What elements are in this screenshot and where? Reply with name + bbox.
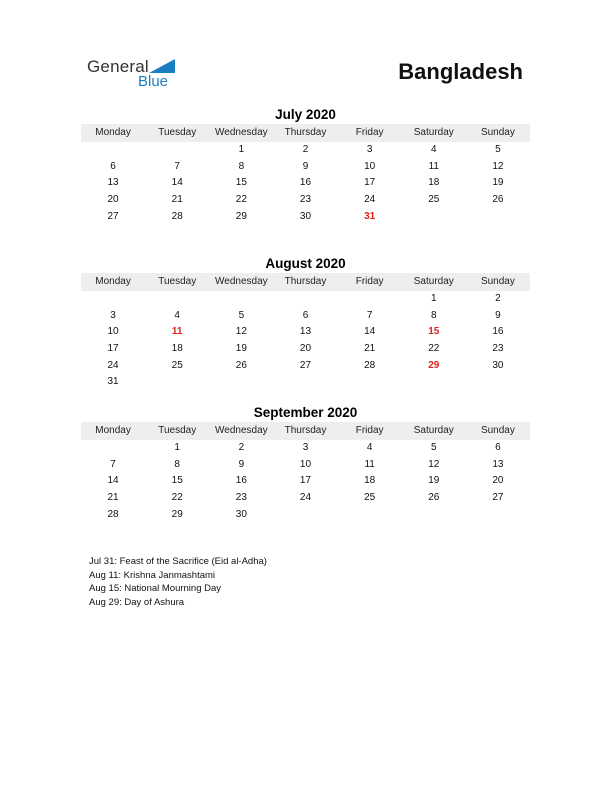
day-cell: 6 — [495, 442, 501, 453]
day-cell: 18 — [364, 475, 376, 487]
day-cell: 30 — [299, 210, 312, 222]
month-july — [81, 106, 530, 225]
empty-day-cell — [209, 291, 273, 308]
day-cell: 10 — [107, 326, 119, 338]
week-row — [81, 507, 530, 524]
day-cell: 18 — [171, 343, 183, 355]
empty-day-cell — [466, 507, 530, 524]
day-cell: 15 — [171, 475, 183, 487]
day-cell: 27 — [107, 210, 119, 222]
day-cell: 11 — [364, 458, 375, 470]
empty-day-cell — [273, 507, 337, 524]
day-cell: 6 — [302, 309, 309, 321]
empty-day-cell — [402, 209, 466, 226]
day-cell: 29 — [235, 210, 247, 222]
day-cell: 17 — [299, 475, 312, 487]
day-cell: 3 — [110, 309, 116, 321]
weekday-header — [81, 124, 530, 142]
country-title: Bangladesh — [398, 59, 523, 84]
empty-day-cell — [145, 142, 209, 159]
day-cell: 2 — [302, 144, 309, 155]
day-cell: 16 — [299, 177, 312, 189]
weekday-header — [81, 422, 530, 440]
day-cell: 11 — [428, 160, 439, 172]
weekday-label: Saturday — [413, 127, 454, 138]
month-grid — [81, 291, 530, 391]
day-cell: 18 — [428, 177, 440, 189]
day-cell: 5 — [430, 442, 437, 453]
weekday-label: Thursday — [284, 425, 327, 436]
day-cell: 28 — [107, 508, 119, 520]
day-cell: 15 — [235, 177, 247, 189]
day-cell: 29 — [171, 508, 183, 520]
empty-day-cell — [81, 440, 145, 457]
day-cell: 28 — [171, 210, 183, 222]
day-cell: 22 — [171, 492, 183, 504]
day-cell: 10 — [364, 160, 376, 172]
day-cell: 19 — [235, 343, 247, 355]
empty-day-cell — [338, 291, 402, 308]
empty-day-cell — [81, 142, 145, 159]
day-cell: 26 — [235, 359, 247, 371]
month-title: September 2020 — [253, 405, 358, 420]
holiday-day-cell: 15 — [428, 326, 440, 338]
day-cell: 6 — [110, 160, 116, 172]
day-cell: 20 — [492, 475, 504, 487]
holiday-note: Aug 15: National Mourning Day — [89, 583, 222, 594]
day-cell: 27 — [299, 359, 312, 371]
week-row — [81, 291, 530, 308]
day-cell: 8 — [430, 309, 437, 321]
week-row — [81, 440, 530, 457]
holiday-day-cell: 31 — [364, 210, 376, 222]
month-grid — [81, 440, 530, 523]
weekday-label: Wednesday — [215, 276, 268, 287]
day-cell: 21 — [364, 343, 376, 355]
day-cell: 12 — [428, 458, 440, 470]
week-row — [81, 308, 530, 325]
day-cell: 14 — [107, 475, 119, 487]
day-cell: 19 — [428, 475, 440, 487]
day-cell: 26 — [492, 194, 504, 206]
week-row — [81, 142, 530, 159]
day-cell: 21 — [171, 194, 183, 206]
day-cell: 26 — [428, 492, 440, 504]
empty-day-cell — [338, 507, 402, 524]
week-row — [81, 490, 530, 507]
weekday-label: Friday — [355, 425, 384, 436]
day-cell: 23 — [235, 492, 247, 504]
day-cell: 1 — [174, 442, 180, 453]
day-cell: 1 — [430, 293, 437, 304]
holiday-note: Aug 11: Krishna Janmashtami — [89, 569, 216, 581]
week-row — [81, 159, 530, 176]
month-title: August 2020 — [265, 256, 346, 271]
day-cell: 31 — [107, 376, 119, 388]
week-row — [81, 175, 530, 192]
weekday-label: Sunday — [480, 127, 515, 138]
day-cell: 22 — [235, 194, 247, 206]
weekday-label: Monday — [95, 276, 131, 287]
week-row — [81, 358, 530, 375]
empty-day-cell — [273, 374, 337, 391]
day-cell: 4 — [366, 442, 373, 453]
weekday-label: Saturday — [413, 425, 454, 436]
week-row — [81, 324, 530, 341]
day-cell: 7 — [110, 458, 116, 470]
holiday-day-cell: 11 — [171, 326, 183, 338]
day-cell: 8 — [238, 160, 245, 172]
day-cell: 23 — [492, 343, 504, 355]
day-cell: 4 — [430, 144, 437, 155]
week-row — [81, 374, 530, 391]
day-cell: 13 — [299, 326, 312, 338]
month-grid — [81, 142, 530, 225]
day-cell: 10 — [299, 458, 312, 470]
day-cell: 8 — [174, 458, 180, 470]
day-cell: 7 — [174, 160, 180, 172]
weekday-label: Friday — [355, 276, 384, 287]
day-cell: 17 — [364, 177, 376, 189]
logo-general-text: General — [87, 57, 149, 76]
weekday-label: Tuesday — [158, 425, 197, 436]
day-cell: 30 — [492, 359, 504, 371]
empty-day-cell — [466, 374, 530, 391]
day-cell: 16 — [492, 326, 504, 338]
day-cell: 23 — [299, 194, 312, 206]
weekday-label: Tuesday — [158, 127, 197, 138]
day-cell: 2 — [238, 442, 245, 453]
weekday-label: Thursday — [284, 127, 327, 138]
logo-blue-text: Blue — [138, 73, 169, 90]
empty-day-cell — [273, 291, 337, 308]
day-cell: 7 — [366, 309, 373, 321]
day-cell: 9 — [495, 309, 501, 321]
day-cell: 17 — [107, 343, 119, 355]
day-cell: 12 — [235, 326, 247, 338]
day-cell: 22 — [428, 343, 440, 355]
day-cell: 30 — [235, 508, 247, 520]
week-row — [81, 341, 530, 358]
day-cell: 4 — [174, 309, 180, 321]
day-cell: 19 — [492, 177, 504, 189]
day-cell: 20 — [299, 343, 312, 355]
day-cell: 25 — [364, 492, 376, 504]
week-row — [81, 473, 530, 490]
weekday-label: Thursday — [284, 276, 327, 287]
day-cell: 9 — [302, 160, 309, 172]
week-row — [81, 192, 530, 209]
holiday-day-cell: 29 — [428, 359, 440, 371]
day-cell: 1 — [238, 144, 245, 155]
day-cell: 13 — [492, 458, 504, 470]
day-cell: 12 — [492, 160, 504, 172]
empty-day-cell — [209, 374, 273, 391]
day-cell: 24 — [299, 492, 312, 504]
day-cell: 3 — [302, 442, 309, 453]
day-cell: 25 — [428, 194, 440, 206]
weekday-label: Wednesday — [215, 425, 268, 436]
day-cell: 9 — [238, 458, 245, 470]
weekday-label: Friday — [355, 127, 384, 138]
day-cell: 14 — [171, 177, 183, 189]
day-cell: 25 — [171, 359, 183, 371]
month-title: July 2020 — [275, 107, 336, 122]
weekday-label: Monday — [95, 425, 131, 436]
generalblue-logo — [87, 57, 187, 91]
logo-triangle-icon — [149, 59, 175, 73]
day-cell: 5 — [495, 144, 501, 155]
empty-day-cell — [81, 291, 145, 308]
weekday-label: Sunday — [480, 425, 515, 436]
empty-day-cell — [145, 374, 209, 391]
weekday-label: Tuesday — [158, 276, 197, 287]
day-cell: 14 — [364, 326, 376, 338]
empty-day-cell — [466, 209, 530, 226]
day-cell: 21 — [107, 492, 119, 504]
day-cell: 13 — [107, 177, 119, 189]
day-cell: 24 — [107, 359, 119, 371]
weekday-label: Monday — [95, 127, 131, 138]
holiday-notes — [89, 555, 267, 609]
month-august — [81, 255, 530, 391]
week-row — [81, 457, 530, 474]
month-september — [81, 404, 530, 523]
day-cell: 3 — [366, 144, 373, 155]
empty-day-cell — [338, 374, 402, 391]
holiday-note: Aug 29: Day of Ashura — [89, 596, 185, 608]
day-cell: 28 — [364, 359, 376, 371]
day-cell: 16 — [235, 475, 247, 487]
empty-day-cell — [402, 507, 466, 524]
day-cell: 5 — [238, 309, 245, 321]
empty-day-cell — [402, 374, 466, 391]
weekday-label: Saturday — [413, 276, 454, 287]
day-cell: 2 — [495, 293, 501, 304]
weekday-label: Wednesday — [215, 127, 268, 138]
weekday-label: Sunday — [480, 276, 515, 287]
day-cell: 20 — [107, 194, 119, 206]
holiday-note: Jul 31: Feast of the Sacrifice (Eid al-Adha) — [89, 556, 267, 567]
empty-day-cell — [145, 291, 209, 308]
day-cell: 24 — [364, 194, 376, 206]
week-row — [81, 209, 530, 226]
weekday-header — [81, 273, 530, 291]
day-cell: 27 — [492, 492, 504, 504]
